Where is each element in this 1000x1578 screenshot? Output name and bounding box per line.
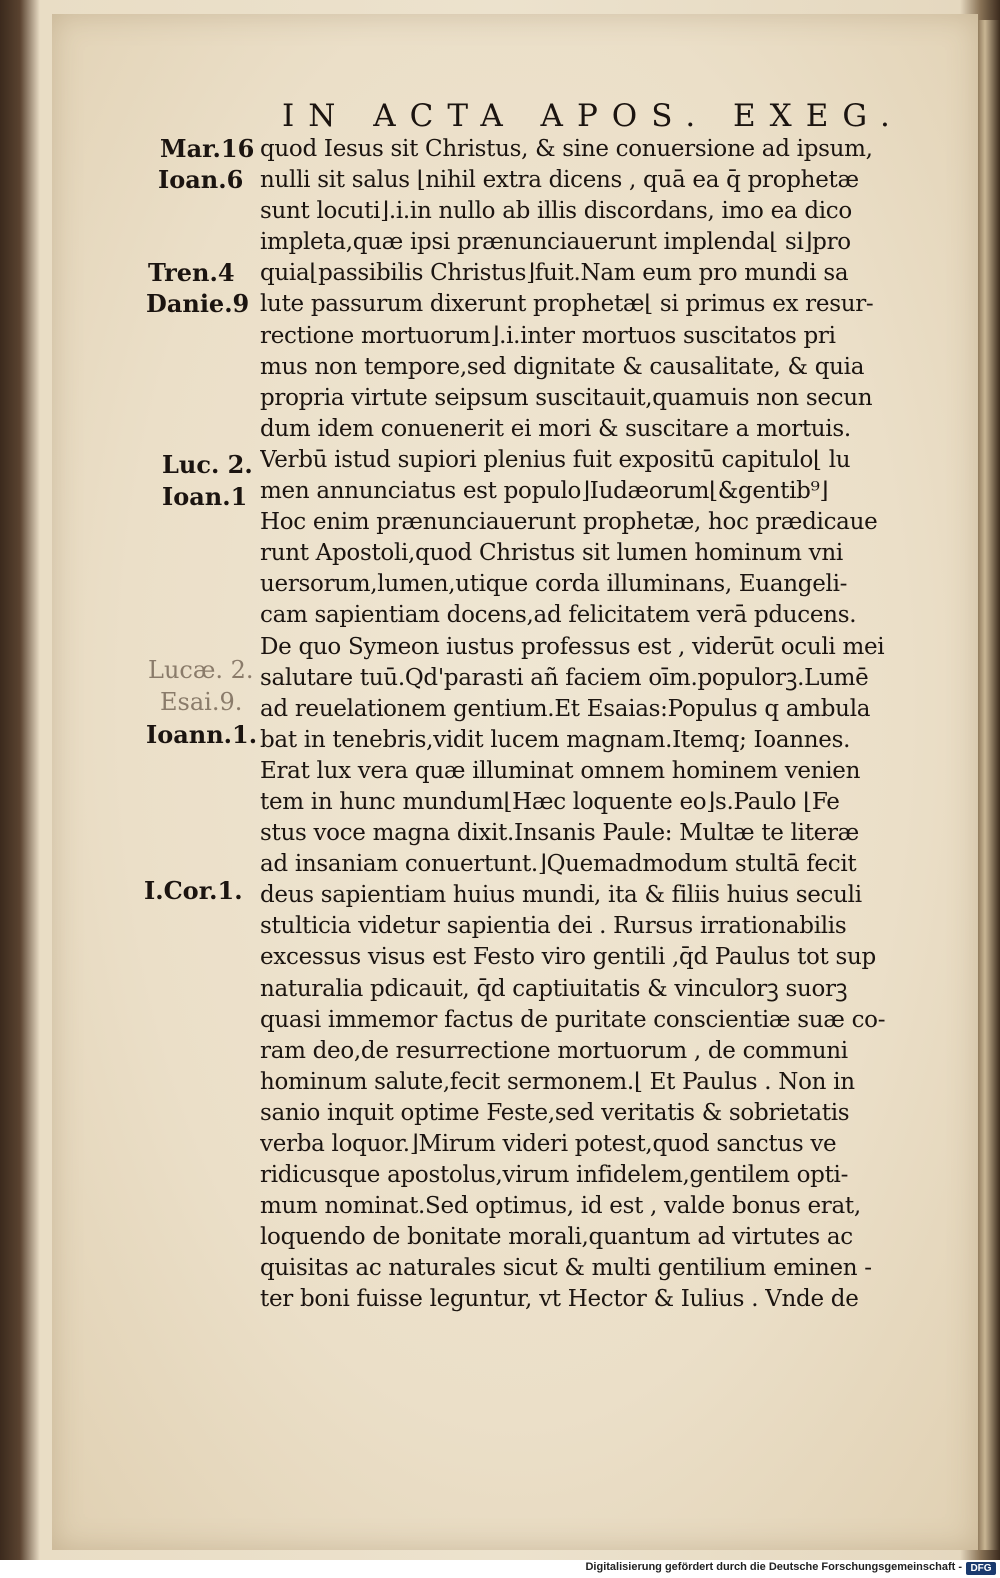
margin-note: Luc. 2.: [162, 450, 253, 479]
margin-note: Esai.9.: [160, 688, 243, 716]
text-line: De quo Symeon iustus professus est , viderūt oculi mei: [260, 633, 885, 660]
text-line: lute passurum dixerunt prophetæ⌊ si primus ex resur-: [260, 291, 874, 318]
digitization-footer: [0, 1560, 1000, 1578]
text-line: cam sapientiam docens,ad felicitatem verā pducens.: [260, 602, 857, 629]
text-line: hominum salute,fecit sermonem.⌊ Et Paulus . Non in: [260, 1068, 855, 1095]
text-line: ad reuelationem gentium.Et Esaias:Populus q ambula: [260, 695, 871, 722]
text-line: quasi immemor factus de puritate conscientiæ suæ co-: [260, 1006, 886, 1033]
text-line: stulticia videtur sapientia dei . Rursus irrationabilis: [260, 913, 847, 940]
margin-note: Tren.4: [148, 258, 235, 287]
text-line: ram deo,de resurrectione mortuorum , de communi: [260, 1037, 848, 1064]
margin-note: Ioan.1: [162, 482, 248, 511]
footer-credit: Digitalisierung gefördert durch die Deutsche Forschungsgemeinschaft -: [585, 1561, 962, 1573]
text-line: Erat lux vera quæ illuminat omnem hominem venien: [260, 757, 861, 784]
text-line: stus voce magna dixit.Insanis Paule: Multæ te literæ: [260, 820, 859, 847]
text-line: Verbū istud supiori plenius fuit expositū capitulo⌊ lu: [260, 446, 851, 473]
margin-note: Ioan.6: [158, 165, 244, 194]
text-line: salutare tuū.Qd'parasti añ faciem oīm.populorꝫ.Lumē: [260, 664, 869, 691]
running-header: IN ACTA APOS. EXEG.: [282, 98, 904, 134]
text-line: nulli sit salus ⌊nihil extra dicens , quā ea q̄ prophetæ: [260, 167, 859, 194]
text-line: sunt locuti⌋.i.in nullo ab illis discordans, imo ea dico: [260, 198, 852, 225]
text-line: excessus visus est Festo viro gentili ,q̄d Paulus tot sup: [260, 944, 876, 971]
text-line: men annunciatus est populo⌋Iudæorum⌊&gentib⁹⌋: [260, 478, 829, 505]
margin-note: Lucæ. 2.: [148, 656, 254, 684]
text-line: mus non tempore,sed dignitate & causalitate, & quia: [260, 353, 865, 380]
text-line: quod Iesus sit Christus, & sine conuersione ad ipsum,: [260, 136, 873, 162]
text-line: mum nominat.Sed optimus, id est , valde bonus erat,: [260, 1193, 861, 1220]
text-line: naturalia pdicauit, q̄d captiuitatis & vinculorꝫ suorꝫ: [260, 975, 848, 1002]
text-line: quisitas ac naturales sicut & multi gentilium eminen -: [260, 1255, 872, 1282]
text-line: verba loquor.⌋Mirum videri potest,quod sanctus ve: [260, 1131, 837, 1157]
main-text: [260, 134, 930, 1316]
text-line: runt Apostoli,quod Christus sit lumen hominum vni: [260, 540, 843, 567]
text-line: ter boni fuisse leguntur, vt Hector & Iulius . Vnde de: [260, 1286, 859, 1313]
margin-note: Ioann.1.: [146, 720, 258, 749]
margin-note: I.Cor.1.: [144, 876, 243, 905]
text-line: ridicusque apostolus,virum infidelem,gentilem opti-: [260, 1162, 849, 1189]
text-line: ad insaniam conuertunt.⌋Quemadmodum stultā fecit: [260, 851, 857, 878]
text-line: tem in hunc mundum⌊Hæc loquente eo⌋s.Paulo ⌊Fe: [260, 788, 840, 815]
margin-note: Mar.16: [160, 134, 255, 163]
text-line: bat in tenebris,vidit lucem magnam.Itemq; Ioannes.: [260, 726, 851, 753]
text-line: loquendo de bonitate morali,quantum ad virtutes ac: [260, 1224, 853, 1251]
text-line: dum idem conuenerit ei mori & suscitare a mortuis.: [260, 415, 851, 442]
text-line: quia⌊passibilis Christus⌋fuit.Nam eum pro mundi sa: [260, 260, 849, 287]
text-line: Hoc enim prænunciauerunt prophetæ, hoc prædicaue: [260, 509, 878, 536]
text-line: uersorum,lumen,utique corda illuminans, Euangeli-: [260, 571, 848, 598]
dfg-logo: DFG: [966, 1562, 996, 1575]
text-line: rectione mortuorum⌋.i.inter mortuos suscitatos pri: [260, 322, 836, 349]
text-line: sanio inquit optime Feste,sed veritatis & sobrietatis: [260, 1099, 850, 1126]
margin-note: Danie.9: [146, 289, 250, 318]
text-line: deus sapientiam huius mundi, ita & filiis huius seculi: [260, 882, 862, 909]
text-line: impleta,quæ ipsi prænunciauerunt implenda⌊ si⌋pro: [260, 229, 851, 256]
text-line: propria virtute seipsum suscitauit,quamuis non secun: [260, 384, 873, 411]
book-edge: [975, 20, 1000, 1550]
